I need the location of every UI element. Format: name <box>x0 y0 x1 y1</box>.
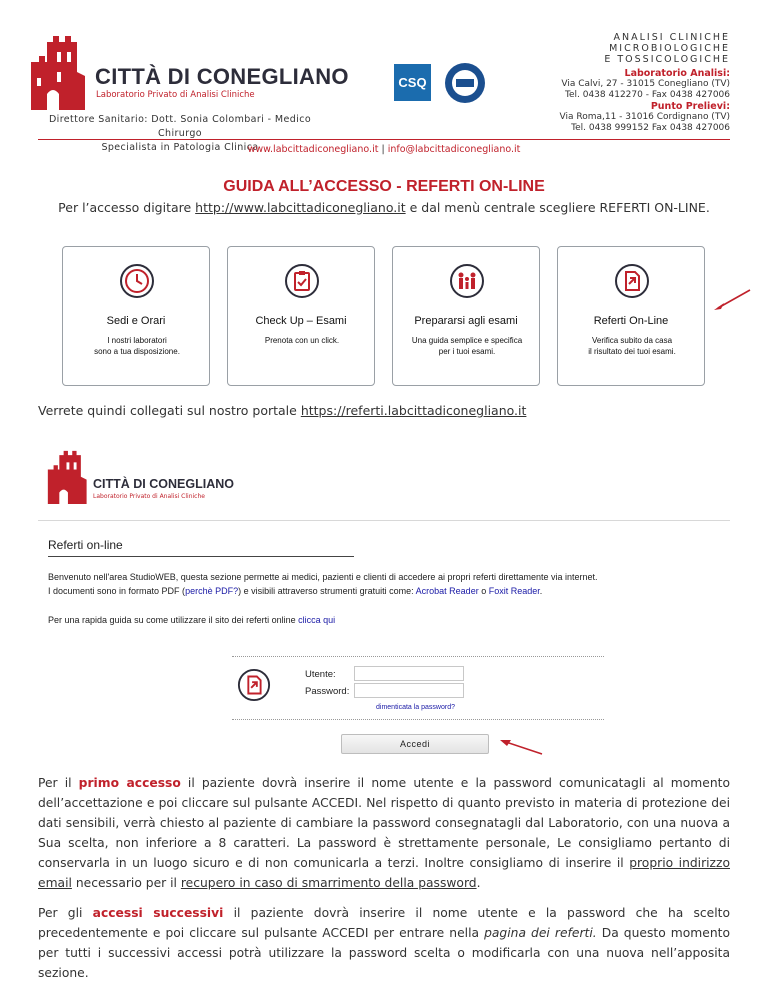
username-input[interactable] <box>354 666 464 681</box>
director-line: Direttore Sanitario: Dott. Sonia Colombari - Medico Chirurgo <box>48 114 312 139</box>
card-title: Check Up – Esami <box>255 315 347 327</box>
email-link[interactable]: info@labcittadiconegliano.it <box>387 144 521 155</box>
email-emphasis: proprio indirizzo email <box>38 856 730 890</box>
portal-text <box>38 403 526 418</box>
card-desc-line: Prenota con un click. <box>264 336 340 345</box>
card-desc-line: sono a tua disposizione. <box>94 347 180 356</box>
lab-street: Via Calvi, 27 - 31015 Conegliano (TV) <box>561 79 730 89</box>
document-arrow-icon <box>237 668 271 702</box>
card-title: Referti On-Line <box>593 315 669 327</box>
portal-brand-title: CITTÀ DI CONEGLIANO <box>93 477 234 491</box>
card-description <box>232 335 372 346</box>
header-divider <box>38 139 730 140</box>
password-label: Password: <box>305 686 350 697</box>
clock-icon <box>119 263 155 299</box>
first-access-highlight: primo accesso <box>78 776 181 790</box>
quick-guide-text: Per una rapida guida su come utilizzare il sito dei referti online <box>48 615 299 625</box>
collection-point-title: Punto Prelievi: <box>650 101 730 112</box>
card-check-up[interactable] <box>227 246 375 386</box>
card-desc-line: I nostri laboratori <box>107 336 167 345</box>
text: Per gli <box>38 906 93 920</box>
separator: | <box>378 144 388 155</box>
text: il paziente dovrà inserire il nome utente e la password che ha scelto precedentemente e poi cliccare sul pulsante ACCEDI per entrare nella <box>38 906 730 940</box>
card-desc-line: Una guida semplice e specifica <box>411 336 523 345</box>
intro-text <box>0 200 768 215</box>
forgot-password-link[interactable]: dimenticata la password? <box>376 704 455 711</box>
card-description <box>397 335 537 357</box>
card-desc-line: per i tuoi esami. <box>438 347 496 356</box>
services-list <box>604 32 730 65</box>
collection-point-address <box>560 112 730 134</box>
text: . <box>476 876 481 890</box>
lab-title: Laboratorio Analisi: <box>624 68 730 79</box>
service-item: MICROBIOLOGICHE <box>609 43 730 54</box>
card-title: Sedi e Orari <box>106 315 166 327</box>
text: il paziente dovrà inserire il nome utente e la password comunicatagli al momento dell’accettazione e poi cliccare sul pulsante ACCEDI. Nel rispetto di quanto previsto in materia di protezione dei dati sensibili, verrà chiesto al paziente di cambiare la password consegnatagli dal Laboratorio, con una nuova a Sua scelta, non inferiore a 8 caratteri. La password è strettamente personale, Le consigliamo pertanto di conservarla in un luogo sicuro e di non comunicarla a terzi. Inoltre consigliamo di inserire il <box>38 776 730 870</box>
card-description <box>562 335 702 357</box>
site-link[interactable]: http://www.labcittadiconegliano.it <box>195 200 406 215</box>
referti-title: Referti on-line <box>48 538 123 552</box>
referti-page-emphasis: pagina dei referti. <box>484 926 597 940</box>
welcome-line: Benvenuto nell'area StudioWEB, questa sezione permette ai medici, pazienti e clienti di accedere ai propri referti direttamente via internet. <box>48 572 598 582</box>
card-prepararsi[interactable] <box>392 246 540 386</box>
acrobat-reader-link[interactable]: Acrobat Reader <box>415 586 479 596</box>
foxit-reader-link[interactable]: Foxit Reader <box>488 586 540 596</box>
next-access-paragraph <box>38 903 730 983</box>
director-specialty: Specialista in Patologia Clinica <box>101 142 259 153</box>
click-here-link[interactable]: clicca qui <box>298 615 336 625</box>
documents-line <box>48 584 598 598</box>
login-button[interactable]: Accedi <box>341 734 489 754</box>
clipboard-icon <box>284 263 320 299</box>
family-icon <box>449 263 485 299</box>
card-description <box>67 335 207 357</box>
lab-phone: Tel. 0438 412270 - Fax 0438 427006 <box>565 90 730 100</box>
portal-text-before: Verrete quindi collegati sul nostro portale <box>38 403 301 418</box>
form-bottom-divider <box>232 719 604 720</box>
red-arrow-icon <box>712 288 752 312</box>
card-referti-online[interactable] <box>557 246 705 386</box>
why-pdf-link[interactable]: perchè PDF? <box>185 586 239 596</box>
card-desc-line: il risultato dei tuoi esami. <box>588 347 676 356</box>
intro-after: e dal menù centrale scegliere REFERTI ON-LINE. <box>405 200 710 215</box>
password-input[interactable] <box>354 683 464 698</box>
iqnet-certification-logo <box>444 62 486 104</box>
welcome-text <box>48 570 598 598</box>
csq-certification-logo: CSQ <box>394 64 431 101</box>
contact-line <box>0 144 768 155</box>
collection-point-street: Via Roma,11 - 31016 Cordignano (TV) <box>559 112 730 122</box>
first-access-paragraph <box>38 773 730 893</box>
brand-subtitle: Laboratorio Privato di Analisi Cliniche <box>96 90 255 100</box>
form-top-divider <box>232 656 604 657</box>
lab-address <box>561 79 730 101</box>
service-item: E TOSSICOLOGICHE <box>604 54 730 65</box>
portal-link[interactable]: https://referti.labcittadiconegliano.it <box>300 403 527 418</box>
card-sedi-orari[interactable] <box>62 246 210 386</box>
website-link[interactable]: www.labcittadiconegliano.it <box>247 144 379 155</box>
recovery-emphasis: recupero in caso di smarrimento della password <box>180 876 477 890</box>
docs-mid: ) e visibili attraverso strumenti gratuiti come: <box>238 586 416 596</box>
next-access-highlight: accessi successivi <box>92 906 224 920</box>
brand-title: CITTÀ DI CONEGLIANO <box>95 64 349 89</box>
red-arrow-icon <box>498 736 544 756</box>
card-desc-line: Verifica subito da casa <box>591 336 673 345</box>
castle-logo <box>44 448 89 504</box>
castle-logo <box>27 32 87 110</box>
text: necessario per il <box>71 876 181 890</box>
quick-guide-line <box>48 615 335 625</box>
text: Da questo momento per tutti i successivi accessi potrà utilizzare la password scelta o modificarla con una nuova nell’apposita sezione. <box>38 926 730 980</box>
document-arrow-icon <box>614 263 650 299</box>
service-item: ANALISI CLINICHE <box>613 32 730 43</box>
guide-title: GUIDA ALL’ACCESSO - REFERTI ON-LINE <box>223 178 545 195</box>
username-label: Utente: <box>305 669 336 680</box>
collection-point-phone: Tel. 0438 999152 Fax 0438 427006 <box>571 123 730 133</box>
docs-or: o <box>478 586 489 596</box>
intro-before: Per l’accesso digitare <box>58 200 196 215</box>
card-title: Prepararsi agli esami <box>414 315 518 327</box>
docs-before: I documenti sono in formato PDF ( <box>48 586 186 596</box>
portal-divider <box>38 520 730 521</box>
portal-brand-subtitle: Laboratorio Privato di Analisi Cliniche <box>93 493 205 500</box>
title-underline <box>48 556 354 557</box>
text: Per il <box>38 776 79 790</box>
docs-end: . <box>539 586 543 596</box>
